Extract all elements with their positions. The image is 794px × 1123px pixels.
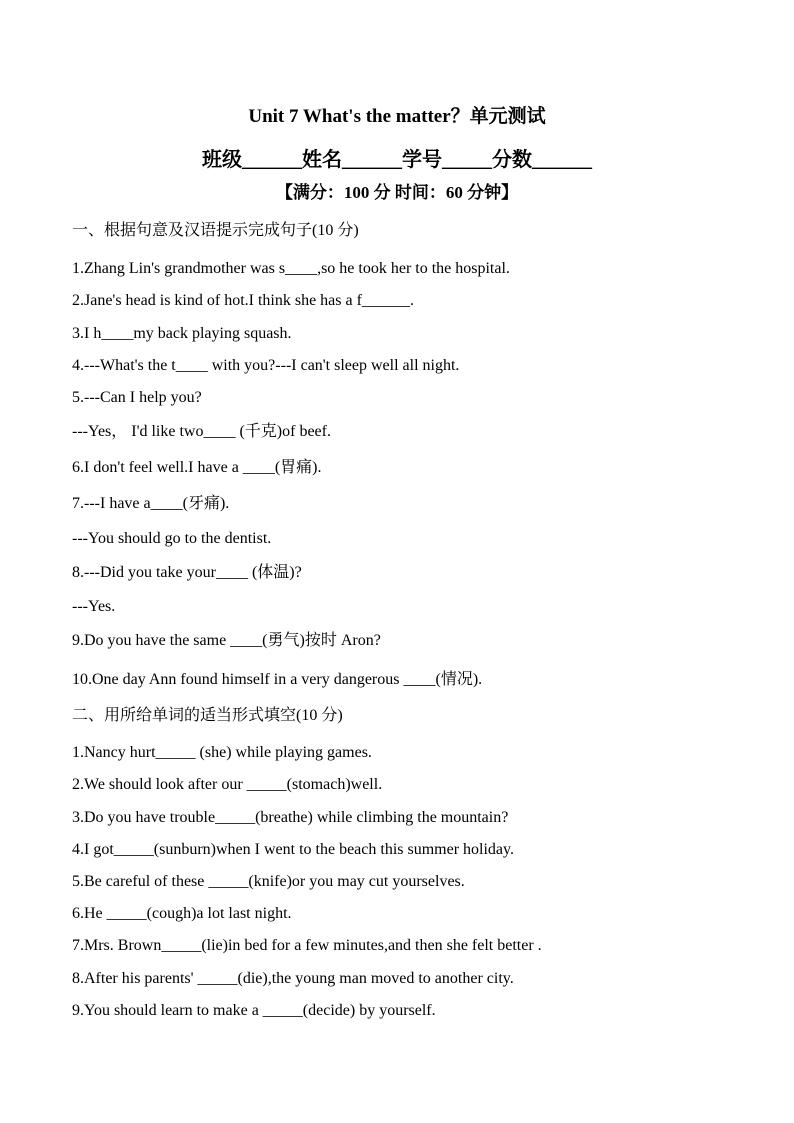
score-time-line: 【满分：100 分 时间：60 分钟】 bbox=[275, 183, 519, 202]
section-1-item: 5.---Can I help you? bbox=[72, 389, 202, 406]
section-1-item: 10.One day Ann found himself in a very dangerous ____(情况). bbox=[72, 671, 483, 688]
section-2-item: 8.After his parents' _____(die),the young man moved to another city. bbox=[72, 970, 514, 987]
section-1-item: 9.Do you have the same ____(勇气)按时 Aron? bbox=[72, 632, 381, 649]
section-2-item: 5.Be careful of these _____(knife)or you may cut yourselves. bbox=[72, 873, 465, 890]
section-2-item: 4.I got_____(sunburn)when I went to the beach this summer holiday. bbox=[72, 841, 514, 858]
student-info-line: 班级______姓名______学号_____分数______ bbox=[202, 149, 592, 171]
section-1-item: 3.I h____my back playing squash. bbox=[72, 325, 292, 342]
section-2-item: 6.He _____(cough)a lot last night. bbox=[72, 905, 292, 922]
section-1-heading: 一、根据句意及汉语提示完成句子(10 分) bbox=[72, 222, 359, 239]
section-2-item: 1.Nancy hurt_____ (she) while playing games. bbox=[72, 744, 372, 761]
page-title: Unit 7 What's the matter？单元测试 bbox=[248, 106, 546, 127]
section-1-item: 6.I don't feel well.I have a ____(胃痛). bbox=[72, 459, 322, 476]
section-1-item: 4.---What's the t____ with you?---I can't sleep well all night. bbox=[72, 357, 460, 374]
section-1-item: 8.---Did you take your____ (体温)? bbox=[72, 564, 302, 581]
section-2-item: 7.Mrs. Brown_____(lie)in bed for a few minutes,and then she felt better . bbox=[72, 937, 542, 954]
section-1-item: 7.---I have a____(牙痛). bbox=[72, 495, 230, 512]
section-1-item: 1.Zhang Lin's grandmother was s____,so he took her to the hospital. bbox=[72, 260, 510, 277]
section-1-item: 2.Jane's head is kind of hot.I think she has a f______. bbox=[72, 292, 414, 309]
section-2-heading: 二、用所给单词的适当形式填空(10 分) bbox=[72, 707, 343, 724]
section-2-item: 3.Do you have trouble_____(breathe) while climbing the mountain? bbox=[72, 809, 509, 826]
section-2-item: 9.You should learn to make a _____(decide) by yourself. bbox=[72, 1002, 436, 1019]
section-2-item: 2.We should look after our _____(stomach)well. bbox=[72, 776, 383, 793]
section-1-item: ---Yes. bbox=[72, 598, 116, 615]
section-1-item: ---You should go to the dentist. bbox=[72, 530, 272, 547]
section-1-item: ---Yes， I'd like two____ (千克)of beef. bbox=[72, 423, 331, 440]
